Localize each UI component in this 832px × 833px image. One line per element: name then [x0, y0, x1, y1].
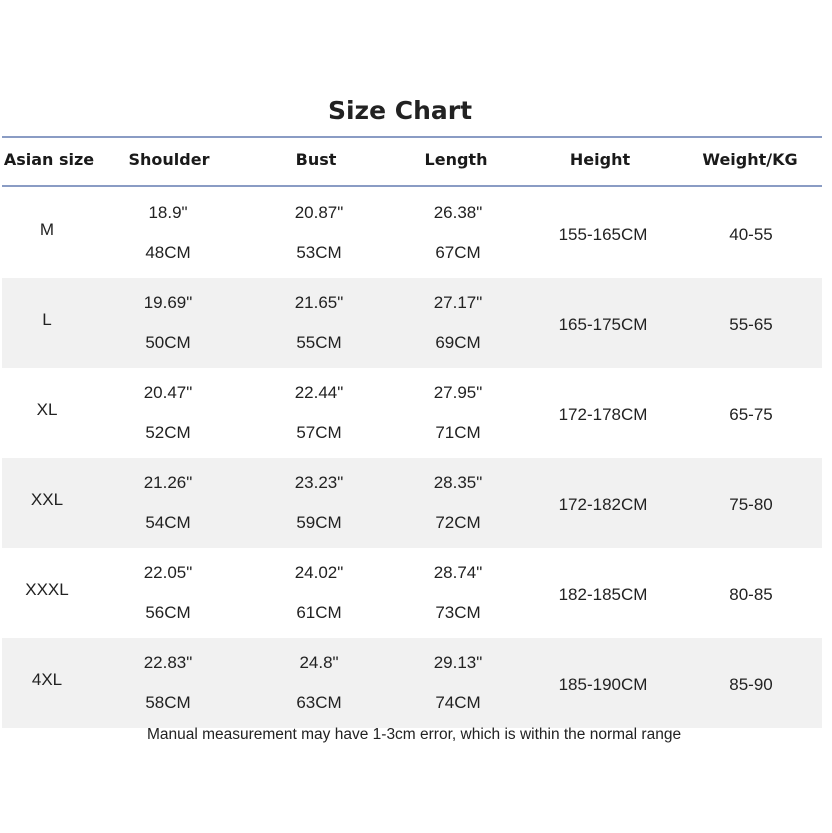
length-cm-cell: 73CM: [435, 603, 481, 622]
header-height: Height: [569, 150, 631, 169]
shoulder-inch-cell: 21.26": [143, 473, 193, 492]
bust-inch-cell: 22.44": [294, 383, 344, 402]
header-asian-size: Asian size: [3, 150, 95, 169]
shoulder-cm-cell: 56CM: [145, 603, 191, 622]
shoulder-inch-cell: 22.83": [143, 653, 193, 672]
bust-cm-cell: 59CM: [296, 513, 342, 532]
weight-cell: 75-80: [729, 495, 773, 514]
bust-inch-cell: 23.23": [294, 473, 344, 492]
length-cm-cell: 71CM: [435, 423, 481, 442]
bust-inch-cell: 21.65": [294, 293, 344, 312]
shoulder-inch-cell: 19.69": [143, 293, 193, 312]
weight-cell: 80-85: [729, 585, 773, 604]
length-inch-cell: 29.13": [433, 653, 483, 672]
height-cell: 185-190CM: [558, 675, 648, 694]
shoulder-cm-cell: 48CM: [145, 243, 191, 262]
length-cm-cell: 72CM: [435, 513, 481, 532]
size-cell: L: [42, 310, 52, 329]
length-inch-cell: 28.35": [433, 473, 483, 492]
bust-inch-cell: 20.87": [294, 203, 344, 222]
shoulder-cm-cell: 50CM: [145, 333, 191, 352]
weight-cell: 65-75: [729, 405, 773, 424]
header-weight: Weight/KG: [702, 150, 798, 169]
size-cell: 4XL: [31, 670, 63, 689]
shoulder-cm-cell: 54CM: [145, 513, 191, 532]
bust-cm-cell: 57CM: [296, 423, 342, 442]
measurement-note: Manual measurement may have 1-3cm error, which is within the normal range: [146, 726, 682, 743]
header-length: Length: [424, 150, 488, 169]
header-bust: Bust: [295, 150, 337, 169]
chart-title: Size Chart: [327, 96, 473, 125]
weight-cell: 40-55: [729, 225, 773, 244]
bust-cm-cell: 63CM: [296, 693, 342, 712]
table-row: [2, 368, 822, 458]
size-cell: M: [39, 220, 55, 239]
size-cell: XXXL: [25, 580, 69, 599]
bust-cm-cell: 53CM: [296, 243, 342, 262]
height-cell: 172-182CM: [558, 495, 648, 514]
length-inch-cell: 27.17": [433, 293, 483, 312]
table-row: [2, 638, 822, 728]
shoulder-cm-cell: 52CM: [145, 423, 191, 442]
length-inch-cell: 28.74": [433, 563, 483, 582]
height-cell: 182-185CM: [558, 585, 648, 604]
size-cell: XL: [36, 400, 58, 419]
shoulder-inch-cell: 22.05": [143, 563, 193, 582]
size-cell: XXL: [30, 490, 64, 509]
table-row: [2, 548, 822, 638]
header-shoulder: Shoulder: [128, 150, 210, 169]
height-cell: 172-178CM: [558, 405, 648, 424]
height-cell: 155-165CM: [558, 225, 648, 244]
shoulder-inch-cell: 20.47": [143, 383, 193, 402]
header-top-rule: [2, 136, 822, 138]
bust-inch-cell: 24.02": [294, 563, 344, 582]
height-cell: 165-175CM: [558, 315, 648, 334]
length-cm-cell: 69CM: [435, 333, 481, 352]
bust-cm-cell: 61CM: [296, 603, 342, 622]
header-bottom-rule: [2, 185, 822, 187]
shoulder-inch-cell: 18.9": [148, 203, 188, 222]
table-row: [2, 188, 822, 278]
length-inch-cell: 27.95": [433, 383, 483, 402]
length-inch-cell: 26.38": [433, 203, 483, 222]
weight-cell: 55-65: [729, 315, 773, 334]
bust-inch-cell: 24.8": [299, 653, 339, 672]
table-row: [2, 458, 822, 548]
table-row: [2, 278, 822, 368]
length-cm-cell: 74CM: [435, 693, 481, 712]
shoulder-cm-cell: 58CM: [145, 693, 191, 712]
weight-cell: 85-90: [729, 675, 773, 694]
bust-cm-cell: 55CM: [296, 333, 342, 352]
length-cm-cell: 67CM: [435, 243, 481, 262]
